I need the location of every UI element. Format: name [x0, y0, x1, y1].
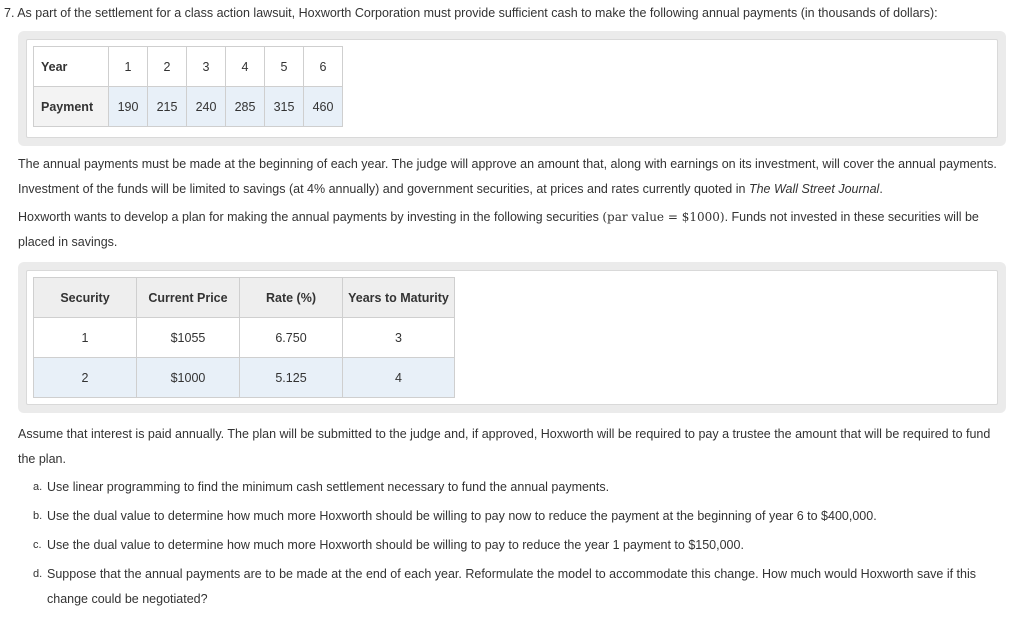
security-id: 1 — [34, 318, 137, 358]
payment-header: Payment — [34, 87, 109, 127]
part-label: a. — [33, 481, 43, 493]
part-text: Use the dual value to determine how much more Hoxworth should be willing to pay to reduce the year 1 payment to $150,000. — [47, 538, 744, 552]
paragraph-assumption: Assume that interest is paid annually. The plan will be submitted to the judge and, if approved, Hoxworth will be required to pay a trustee the amount that will be required to fund the plan. — [18, 427, 991, 466]
paragraph-securities-intro — [18, 205, 1003, 255]
year-cell: 4 — [226, 47, 265, 87]
par-value-formula: (par value = $1000) — [602, 210, 725, 224]
payments-table-frame — [18, 31, 1006, 146]
paragraph-securities-end: . Funds not invested in these securities will be placed in savings. — [18, 210, 979, 249]
question-parts-list — [33, 475, 1008, 616]
payment-row — [34, 87, 343, 127]
header-security: Security — [34, 278, 137, 318]
table-row — [34, 318, 455, 358]
year-header: Year — [34, 47, 109, 87]
payment-cell: 285 — [226, 87, 265, 127]
header-years-to-maturity: Years to Maturity — [343, 278, 455, 318]
payment-cell: 190 — [109, 87, 148, 127]
current-price: $1000 — [137, 358, 240, 398]
list-item — [33, 533, 1008, 558]
paragraph-conditions-end: . — [879, 182, 883, 196]
list-item — [33, 562, 1008, 612]
payment-cell: 215 — [148, 87, 187, 127]
year-row — [34, 47, 343, 87]
journal-name: The Wall Street Journal — [748, 182, 880, 196]
list-item — [33, 475, 1008, 500]
year-cell: 2 — [148, 47, 187, 87]
payments-table-panel — [26, 39, 998, 138]
part-label: d. — [33, 568, 43, 580]
security-id: 2 — [34, 358, 137, 398]
part-text: Suppose that the annual payments are to be made at the end of each year. Reformulate the model to accommodate this change. How much would Hoxworth save if this change could be negotiated? — [47, 567, 977, 606]
rate: 6.750 — [240, 318, 343, 358]
payment-cell: 315 — [265, 87, 304, 127]
securities-table-frame — [18, 262, 1006, 413]
year-cell: 1 — [109, 47, 148, 87]
rate: 5.125 — [240, 358, 343, 398]
current-price: $1055 — [137, 318, 240, 358]
part-text: Use linear programming to find the minimum cash settlement necessary to fund the annual payments. — [47, 480, 610, 494]
securities-table-panel — [26, 270, 998, 405]
paragraph-securities-text: Hoxworth wants to develop a plan for making the annual payments by investing in the following securities — [18, 210, 603, 224]
year-cell: 5 — [265, 47, 304, 87]
years-to-maturity: 4 — [343, 358, 455, 398]
table-row — [34, 358, 455, 398]
payment-cell: 460 — [304, 87, 343, 127]
payments-table — [33, 46, 343, 127]
securities-header-row — [34, 278, 455, 318]
header-current-price: Current Price — [137, 278, 240, 318]
part-label: c. — [33, 539, 42, 551]
part-text: Use the dual value to determine how much more Hoxworth should be willing to pay now to reduce the payment at the beginning of year 6 to $400,000. — [47, 509, 877, 523]
securities-table — [33, 277, 455, 398]
payment-cell: 240 — [187, 87, 226, 127]
year-cell: 3 — [187, 47, 226, 87]
header-rate: Rate (%) — [240, 278, 343, 318]
paragraph-conditions — [18, 152, 1003, 202]
list-item — [33, 504, 1008, 529]
question-title: 7. As part of the settlement for a class action lawsuit, Hoxworth Corporation must provide sufficient cash to make the following annual payments (in thousands of dollars): — [4, 6, 938, 20]
paragraph-conditions-text: The annual payments must be made at the beginning of each year. The judge will approve an amount that, along with earnings on its investment, will cover the annual payments. Investment of the funds will be limited to savings (at 4% annually) and government securities, at prices and rates currently quoted in — [18, 157, 997, 196]
years-to-maturity: 3 — [343, 318, 455, 358]
year-cell: 6 — [304, 47, 343, 87]
part-label: b. — [33, 510, 43, 522]
